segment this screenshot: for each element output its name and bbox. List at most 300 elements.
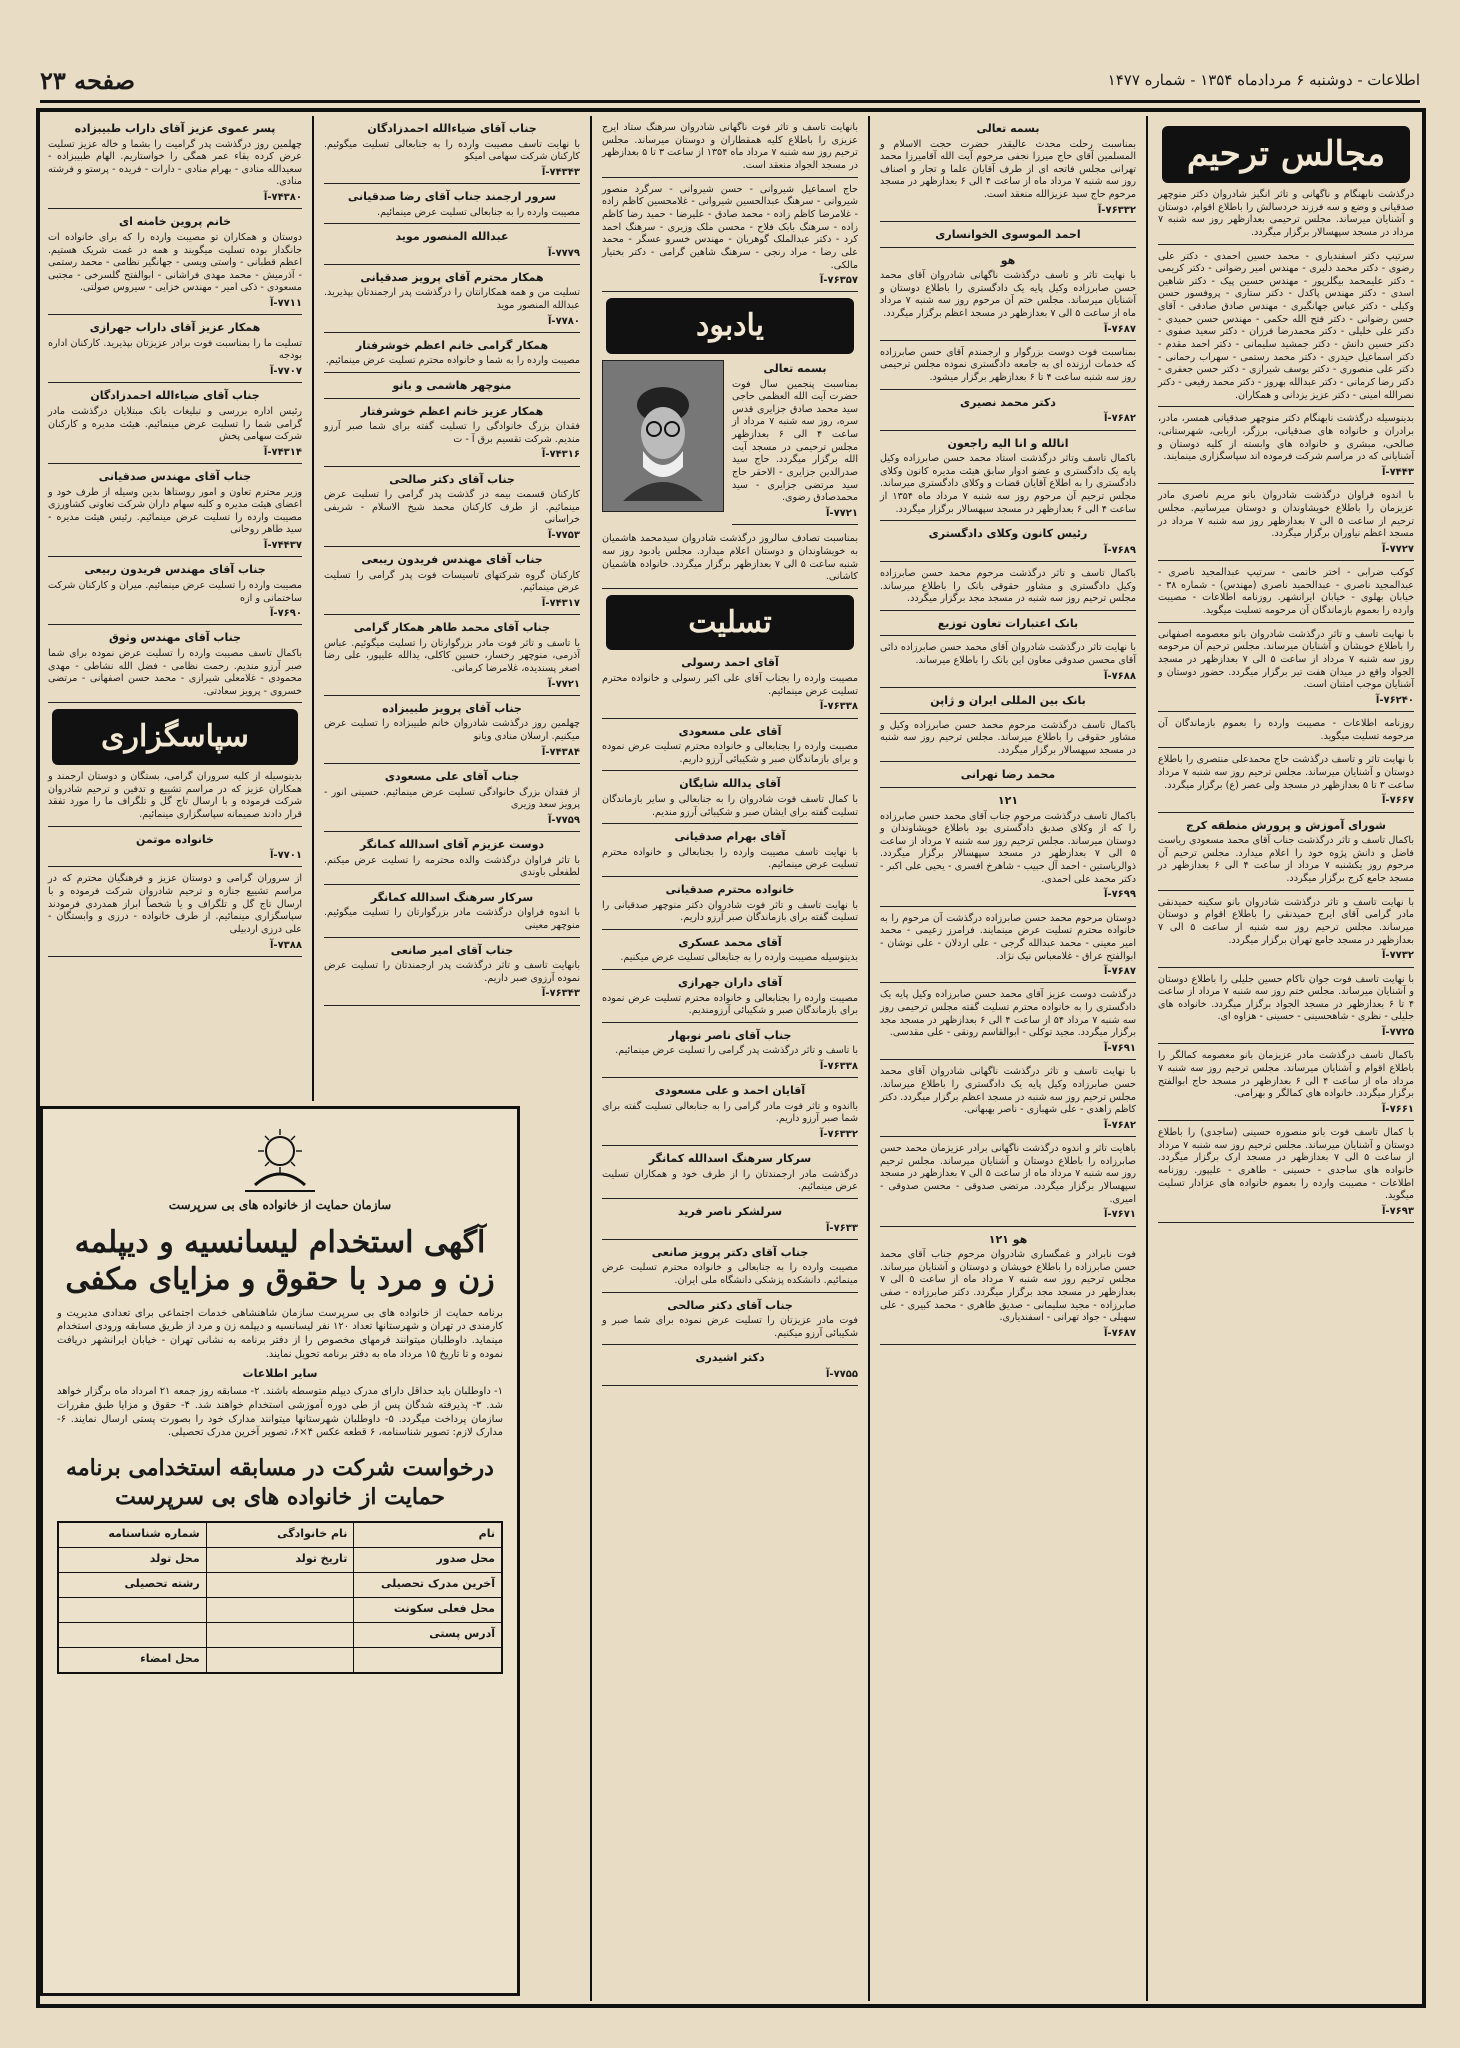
notice-title: منوچهر هاشمی و بانو	[392, 379, 512, 393]
notice-separator	[880, 389, 1136, 390]
notice-title: آقای احمد رسولی	[681, 656, 779, 670]
notice-body: با نهایت تاسف مصیبت وارده را بجنابعالی و خانواده محترم تسلیت عرض مینمائیم.	[602, 846, 858, 871]
notice-separator	[880, 610, 1136, 611]
notice-body: باکمال تاسف مصیبت وارده را تسلیت عرض نموده برای شما صبر آرزو مندیم. رحمت نظامی - فضل الله نشاطی - مهدی محمودی - غلامعلی شیرازی - محمد حسن اصفهانی - مرتضی خسروی - پرویز سعادتی.	[48, 647, 302, 697]
form-field[interactable]: محل امضاء	[140, 1652, 200, 1666]
notice-separator	[324, 466, 580, 467]
notice-title: جناب آقای محمد طاهر همکار گرامی	[353, 621, 551, 635]
notice	[880, 694, 1136, 714]
notice-body: با نهایت تاسف فوت جوان ناکام حسین جلیلی را باطلاع دوستان و آشنایان میرساند. مجلس ختم روز سه شنبه ۷ مرداد از ساعت ۴ تا ۶ بعدازظهر در مسجد الجواد برگزار میگردد. خانواده های جلیلی - نظری - شاهحسینی - حسینی - هزاوه ای.	[1158, 973, 1414, 1023]
notice	[602, 883, 858, 930]
notice-separator	[880, 340, 1136, 341]
notice-title: جناب آقای ضیاءالله احمدزادگان	[367, 122, 537, 135]
notice-title: سرکار سرهنگ اسدالله کمانگر	[648, 1152, 812, 1166]
notice-separator	[1158, 244, 1414, 245]
notice	[880, 122, 1136, 222]
notice-code: ۷۶۸۲-آ	[1104, 413, 1136, 425]
notice-separator	[602, 1022, 858, 1023]
notice-separator	[602, 770, 858, 771]
notice	[602, 184, 858, 293]
notice	[324, 379, 580, 399]
notice-body: از سروران گرامی و دوستان عزیز و فرهنگیان محترم که در مراسم تشییع جنازه و ترحیم شادروان شرکت فرموده و با ارسال تاج گل و تلگراف و یا شخصاً ابراز همدردی فرمودند سپاسگزاری مینمائیم. از طرف خانواده - درزی و وابستگان - علی درزی اردبیلی	[48, 873, 302, 936]
notice	[880, 989, 1136, 1060]
notice-code: ۷۶۷۱-آ	[1104, 1209, 1136, 1221]
notice	[1158, 718, 1414, 748]
notice-code: ۷۷۲۵-آ	[1382, 1027, 1414, 1039]
notice	[1158, 629, 1414, 712]
notice-body: کوکب ضرابی - اختر خانمی - سرتیپ عبدالمجید ناصری - عبدالمجید ناصری - عبدالحمید ناصری (مهندس) - شماره ۳۸ - خیابان بهلوی - خیابان ایرانشهر. روزنامه اطلاعات - مصیبت وارده را بعموم بازماندگان آن مرحومه تسلیت میگوید.	[1158, 567, 1414, 616]
notice-code: ۷۶۸۹-آ	[1104, 544, 1136, 556]
form-field[interactable]: شماره شناسنامه	[108, 1527, 200, 1541]
notice-body: بانهایت تاسف و تاثر فوت ناگهانی شادروان سرهنگ ستاد ایرج عزیزی را باطلاع کلیه همقطاران و دوستان میرساند. مجلس ترحیم روز سه شنبه ۷ مرداد ماه ۱۳۵۴ از ساعت ۳ تا ۵ بعدازظهر در مسجد الجواد منعقد است.	[602, 122, 858, 171]
notice-title: جناب آقای ضیاءالله احمدزادگان	[90, 389, 260, 403]
notice-title: آقای داران جهرازی	[678, 975, 782, 989]
notice	[324, 944, 580, 1006]
notice-body: مصیبت وارده را بجنابعالی و خانواده محترم تسلیت عرض نموده و برای بازماندگان صبر و شکیبائی آرزو داریم.	[602, 741, 858, 765]
notice-body: با اندوه فراوان درگذشت شادروان بانو مریم ناصری مادر عزیزمان را باطلاع خویشاوندان و دوستان میرسانیم. مجلس ترحیم از ساعت ۵ الی ۷ بعدازظهر روز سه شنبه ۷ مرداد در مسجد اعظم نیاوران برگزار میگردد.	[1158, 490, 1414, 540]
notice	[1158, 897, 1414, 968]
notice-separator	[1158, 622, 1414, 623]
notice-title: عبدالله المنصور موید	[395, 230, 509, 244]
notice-code: ۷۷۰۱-آ	[270, 850, 302, 862]
notice	[880, 254, 1136, 341]
notice	[880, 396, 1136, 431]
notice-title: بسمه تعالی	[763, 362, 827, 375]
notice-separator	[324, 695, 580, 696]
notice-code: ۷۴۳۱۶-آ	[541, 449, 580, 461]
notice-code: ۷۶۸۷-آ	[1104, 323, 1136, 335]
form-field[interactable]: محل تولد	[149, 1552, 200, 1566]
notice-title: جناب آقای امیر صانعی	[390, 943, 514, 957]
form-field[interactable]: تاریخ تولد	[206, 1548, 354, 1572]
notice-title: جناب آقای مهندس فریدون ربیعی	[84, 563, 266, 577]
masthead-line: اطلاعات - دوشنبه ۶ مردادماه ۱۳۵۴ - شماره ۱۴۷۷	[1107, 71, 1420, 89]
notice-code: ۷۴۳۸۰-آ	[263, 192, 302, 204]
notice-title: جناب آقای مهندس وثوق	[108, 631, 242, 645]
notice-separator	[602, 1077, 858, 1078]
notice-separator	[48, 314, 302, 315]
application-form[interactable]	[57, 1521, 503, 1674]
notice-separator	[48, 866, 302, 867]
notice-separator	[324, 884, 580, 885]
notice-title: هو	[1000, 253, 1016, 267]
column-3	[594, 116, 866, 2001]
notice-separator	[602, 177, 858, 178]
notice	[324, 405, 580, 467]
notice	[1158, 819, 1414, 891]
notice	[1158, 189, 1414, 245]
notice	[602, 1029, 858, 1078]
form-field[interactable]	[206, 1648, 354, 1672]
notice-title: هو ۱۲۱	[988, 1232, 1028, 1246]
portrait-photo	[602, 360, 724, 512]
notice	[880, 617, 1136, 637]
notice-body: دوستان مرحوم محمد حسن صابرزاده درگذشت آن مرحوم را به خانواده محترم تسلیت عرض مینمایند. فرامرز زعیمی - محمد امیر معینی - محمد عبدالله گرجی - علی اردلان - علی نوشان - ابوالفتح عراق - غلامعباس نیک نژاد.	[880, 912, 1136, 962]
ad-organization: سازمان حمایت از خانواده های بی سرپرست	[168, 1198, 392, 1212]
notice-body: بمناسبت پنجمین سال فوت حضرت آیت الله العظمی حاجی سید محمد صادق جزایری قدس سره، روز سه شنبه ۷ مرداد از ساعت ۴ الی ۶ بعدازظهر مجلس ترحیمی در مسجد آیت الله برگزار میگردد. حاج سید صدرالدین جزایری - الاحقر حاج سید مرتضی جزایری - سید محمدصادق رضوی.	[732, 378, 858, 504]
notice-title: همکار عزیز خانم اعظم خوشرفتار	[360, 404, 544, 418]
notice-code: ۷۷۷۹-آ	[548, 247, 580, 259]
notice	[48, 122, 302, 209]
notice-code: ۷۶۲۴۰-آ	[1375, 694, 1414, 706]
notice-separator	[602, 929, 858, 930]
notice-separator	[880, 982, 1136, 983]
page-header	[40, 60, 1420, 103]
notice-code: ۷۷۰۷-آ	[270, 366, 302, 378]
notice-body: درگذشت دوست عزیز آقای محمد حسن صابرزاده وکیل پایه یک دادگستری را به خانواده محترم تسلیت گفته مجلس ترحیمی روز سه شنبه ۷ مرداد ۵۴ از ساعت ۴ الی ۶ بعدازظهر در مسجد مجد برگزار میگردد. مجید توکلی - ابوالقاسم رونقی - علی مقدسی.	[880, 989, 1136, 1039]
notice-title: سرور ارجمند جناب آقای رضا صدقیانی	[347, 190, 557, 204]
notice	[602, 1084, 858, 1146]
notice-body: با نهایت تاثر و تاسف درگذشت ناگهانی شادروان آقای محمد حسن صابرزاده وکیل پایه یک دادگستری را باطلاع دوستان و آشنایان میرساند. مجلس ختم آن مرحوم روز سه شنبه ۷ مرداد ماه از ساعت ۵ الی ۷ بعدازظهر در مسجد اعظم برگزار میگردد.	[880, 270, 1136, 319]
notice-code: ۷۴۳۱۴-آ	[263, 446, 302, 458]
notice-separator	[1158, 711, 1414, 712]
notice-separator	[324, 264, 580, 265]
notice-body: حاج اسماعیل شیروانی - حسن شیروانی - سرگرد منصور شیروانی - سرهنگ عبدالحسین شیروانی - غلامحسین کاظم زاده - غلامرضا کاظم زاده - محمد صادق - علیرضا - حمید رضا کاظم زاده - سرهنگ بابک فلاح - محسن ملک وزیری - سرهنگ احمد کرد - دکتر عبدالملک گوهریان - مهندس خسرو عسگر - محمد علی رضا - مراد رنجی - سرهنگ شاهین گرامی - دکتر بختیار مالکی.	[602, 183, 858, 271]
notice	[324, 473, 580, 548]
notice-body: بدینوسیله درگذشت نابهنگام دکتر منوچهر صدقیانی همسر، مادر، برادران و خانواده های صدقیانی، برزگر، اربابی، شهرستانی، صالحی، مبشری و خانواده های وابسته از کلیه دوستان و آشنایانی که در مراسم شرکت فرموده اند سپاسگزاری مینمایند.	[1158, 413, 1414, 463]
notice	[324, 838, 580, 885]
notice-body: باکمال تاسف درگذشت مرحوم جناب آقای محمد حسن صابرزاده را که از وکلای صدیق دادگستری بود باطلاع خویشاوندان و دوستان میرساند. مجلس ترحیم روز سه شنبه ۷ مرداد از ساعت ۵ الی ۷ بعدازظهر در مسجد سپهسالار برگزار میگردد. ذوالریاستین - احمد آل حبیب - شاهرخ افسری - یحیی علی اکبر - دکتر محمد علی احمدی.	[880, 810, 1136, 885]
notice	[602, 777, 858, 824]
notice-code: ۷۶۸۲-آ	[1104, 1119, 1136, 1131]
notice-body: مصیبت وارده را بجنابعالی و خانواده محترم تسلیت عرض نموده برای بازماندگان صبر و شکیبائی آرزومندیم.	[602, 992, 858, 1017]
notice-body: سرتیپ دکتر اسفندیاری - محمد حسین احمدی - دکتر علی رضوی - دکتر محمد دلیری - مهندس امیر رضوانی - دکتر کریمی - دکتر علیمحمد بیگلرپور - مهندس حسین پیک - دکتر شاهین اسدی - دکتر مهندس پاکدل - دکتر ستاری - پروفسور حسن وکیلی - دکتر عباس جهانگیری - مهندس صادق صادقی - آقای حسن رضوانی - دکتر فتح الله حکمی - مهندس حسن حمیدی - دکتر علی خلیلی - دکتر محمدرضا فرزان - دکتر سعید صفوی - دکتر حسین دانش - دکتر جمشید سلیمانی - دکتر احمد مقدم - دکتر اسماعیل حیدری - دکتر محمد رستمی - سهراب رحمانی - دکتر علی منصوری - دکتر یوسف شیرازی - دکتر حسن جعفری - دکتر رضا کرمانی - دکتر عبدالله بهروز - دکتر محمد رفیعی - دکتر نصرالله امینی - دکتر عزیز یزدانی و همکاران.	[1158, 250, 1414, 401]
notice-body: کارکنان گروه شرکتهای تاسیسات فوت پدر گرامی را تسلیت عرض مینمائیم.	[324, 569, 580, 594]
notice-code: ۷۶۳۳۲-آ	[819, 1129, 858, 1140]
form-row	[59, 1598, 501, 1623]
notice-body: مصیبت وارده را بجناب آقای علی اکبر رسولی و خانواده محترم تسلیت عرض مینمائیم.	[602, 673, 858, 697]
form-row	[59, 1623, 501, 1648]
notice-separator	[48, 826, 302, 827]
notice-body: باکمال تاسف و تاثر درگذشت جناب آقای محمد مسعودی ریاست فاضل و دانش پژوه خود را اعلام میدارد. مجلس ترحیم آن مرحوم روز یکشنبه ۷ مرداد از ساعت ۴ الی ۶ بعدازظهر در مسجد جامع کرج برگزار میگردد.	[1158, 835, 1414, 885]
lion-sun-emblem-icon	[57, 1123, 503, 1193]
notice-separator	[324, 937, 580, 938]
notice-code: ۷۶۶۷-آ	[1382, 795, 1414, 807]
notice-body: با نهایت تاسف و تاثر فوت شادروان دکتر منوچهر صدقیانی را تسلیت گفته برای بازماندگان صبر آرزو داریم.	[602, 899, 858, 924]
form-field[interactable]: آدرس پستی	[353, 1623, 501, 1647]
form-field[interactable]	[206, 1623, 354, 1647]
notice-title: جناب آقای دکتر صالحی	[389, 472, 515, 486]
notice-code: ۷۶۸۷-آ	[1104, 966, 1136, 978]
notice-title: بانک بین المللی ایران و ژاپن	[930, 693, 1086, 707]
notice	[1158, 1050, 1414, 1121]
notice-separator	[324, 398, 580, 399]
notice-separator	[880, 520, 1136, 521]
notice	[880, 642, 1136, 688]
notice-body: چهلمین روز درگذشت شادروان خانم طبیبزاده را تسلیت عرض میکنیم. ارسلان منادی ویانو	[324, 718, 580, 743]
form-field[interactable]	[206, 1573, 354, 1597]
notice-title: جناب آقای مهندس صدقیانی	[98, 470, 252, 483]
notice-separator	[324, 372, 580, 373]
notice-title: خانواده محترم صدقیانی	[665, 882, 795, 896]
notice-separator	[880, 713, 1136, 714]
notice	[1158, 413, 1414, 484]
notice-title: پسر عموی عزیز آقای داراب طبیبزاده	[74, 122, 276, 135]
notice	[48, 771, 302, 827]
notice-separator	[1158, 483, 1414, 484]
notice-body: چهلمین روز درگذشت پدر گرامیت را بشما و خاله عزیز تسلیت عرض کرده بقاء عمر همگی را خواستاریم. الهام طبیبزاده - سعیدالله منادی - بهرام منادی - دارات - فریده - پرستو و فرشته منادی.	[48, 138, 302, 188]
notice-body: بمناسبت تصادف سالروز درگذشت شادروان سیدمحمد هاشمیان به خویشاوندان و دوستان اعلام میدارد. مجلس یادبود روز سه شنبه ساعت ۵ الی ۷ بعدازظهر برگزار میگردد. خانواده هاشمیان کاشانی.	[602, 533, 858, 583]
notice-separator	[602, 969, 858, 970]
notice-code: ۷۶۹۳-آ	[1382, 1206, 1414, 1218]
form-row	[59, 1573, 501, 1598]
notice-body: باکمال تاسف و تاثر درگذشت مرحوم محمد حسن صابرزاده وکیل دادگستری و مشاور حقوقی بانک را باطلاع میرساند. مجلس ترحیم روز سه شنبه در مسجد مجد برگزار میگردد.	[880, 568, 1136, 605]
notice-separator	[880, 1059, 1136, 1060]
notice-body: بدینوسیله از کلیه سروران گرامی، بستگان و دوستان ارجمند و همکاران عزیز که در مراسم تشییع و تدفین و ترحیم شادروان شرکت فرموده و با ارسال تاج گل و تلگراف ما را مورد تفقد قرار دادند صمیمانه سپاسگزاری مینمائیم.	[48, 771, 302, 821]
notice-title: آقای محمد عسکری	[678, 935, 782, 949]
notice-separator	[602, 823, 858, 824]
notice	[48, 470, 302, 557]
notice-body: فوت نابرادر و غمگساری شادروان مرحوم جناب آقای محمد حسن صابرزاده را باطلاع خویشان و دوستان و آشنایان میرساند. مجلس ترحیم روز سه شنبه ۷ مرداد ماه از ساعت ۵ الی ۷ بعدازظهر در مسجد مجد برگزار میگردد. دکتر صابرزاده - صفی صابرزاده - مجید سلیمانی - صدیق طاهری - محمد کبیری - علی سهیلی - جواد تهرانی - اسفندیاری.	[880, 1249, 1137, 1324]
notice	[880, 1066, 1136, 1137]
notice-code: ۷۴۴۳-آ	[1382, 467, 1414, 478]
notice	[324, 271, 580, 333]
notice-separator	[880, 1344, 1136, 1345]
notice	[324, 770, 580, 832]
notice-title: بسمه تعالی	[976, 122, 1040, 135]
notice-title: ۱۲۱	[997, 793, 1019, 807]
majales-banner: مجالس ترحیم	[1162, 126, 1410, 183]
notice-separator	[324, 763, 580, 764]
notice	[880, 768, 1136, 788]
notice-body: فوت مادر عزیزتان را تسلیت عرض نموده برای شما صبر و شکیبائی آرزو میکنیم.	[602, 1315, 858, 1339]
notice	[602, 1351, 858, 1386]
notice	[880, 228, 1136, 248]
notice-separator	[324, 223, 580, 224]
notice-body: مصیبت وارده را به شما و خانواده محترم تسلیت عرض مینمائیم.	[325, 355, 580, 367]
notice	[602, 1246, 858, 1293]
notice-body: با کمال تاسف فوت شادروان را به جنابعالی و سایر بازماندگان تسلیت گفته برای ایشان صبر و شکیبائی آرزو مندیم.	[602, 793, 858, 818]
notice-separator	[1158, 406, 1414, 407]
notice	[324, 190, 580, 224]
form-field[interactable]: محل صدور	[353, 1548, 501, 1572]
notice-separator	[1158, 812, 1414, 813]
ad-body: ۱- داوطلبان باید حداقل دارای مدرک دیپلم متوسطه باشند. ۲- مسابقه روز جمعه ۲۱ امرداد ماه برگزار خواهد شد. ۳- پذیرفته شدگان پس از طی دوره آموزشی استخدام خواهند شد. ۴- حقوق و مزایا طبق مقررات سازمان پرداخت میگردد. ۵- داوطلبان شهرستانها میتوانند مدارک خود را بصورت پستی ارسال نمایند. ۶- مدارک لازم: تصویر شناسنامه، ۶ قطعه عکس ۴×۶، تصویر آخرین مدرک تحصیلی.	[57, 1385, 504, 1439]
notice-separator	[602, 291, 858, 292]
notice-body: بدینوسیله مصیبت وارده را به جنابعالی تسلیت عرض میکنیم.	[620, 952, 858, 964]
notice-title: خانم پروین خامنه ای	[118, 215, 232, 229]
notice-code: ۷۴۴۳۷-آ	[263, 540, 302, 552]
notice-separator	[880, 761, 1136, 762]
notice-code: ۷۴۳۱۷-آ	[541, 598, 580, 610]
notice-separator	[1158, 967, 1414, 968]
form-row	[59, 1523, 501, 1548]
notice	[880, 527, 1136, 562]
notice	[732, 362, 858, 525]
column-divider	[590, 116, 592, 2001]
form-field[interactable]	[59, 1598, 206, 1622]
notice-body: مصیبت وارده را تسلیت عرض مینمائیم. میران و کارکنان شرکت ساختمانی و ازه	[48, 579, 302, 604]
ad-headline: آگهی استخدام لیسانسیه و دیپلمه زن و مرد با حقوق و مزایای مکفی	[65, 1224, 495, 1298]
notice-title: جناب آقای مهندس فریدون ریبعی	[361, 553, 543, 567]
form-field[interactable]	[59, 1623, 206, 1647]
notice-code: ۷۶۳۴۳-آ	[541, 988, 580, 1000]
notice-body: درگذشت نابهنگام و ناگهانی و تاثر انگیز شادروان دکتر منوچهر صدقیانی و وضع و سه فرزند خردسالش را باطلاع اقوام، دوستان و آشنایان میرساند. مجلس ترحیمی بعدازظهر روز سه شنبه ۷ مرداد در مسجد سپهسالار برگزار میگردد.	[1158, 188, 1414, 238]
notice-separator	[1158, 1120, 1414, 1121]
notice-body: از فقدان بزرگ خانوادگی تسلیت عرض مینمائیم. حسینی انور - پرویز سعد وزیری	[324, 786, 580, 811]
notice-code: ۷۶۹۹-آ	[1104, 889, 1136, 901]
notice-body: مصیبت وارده را به جنابعالی تسلیت عرض مینمائیم.	[377, 206, 580, 218]
notice-title: دکتر محمد نصیری	[960, 395, 1056, 409]
notice-separator	[602, 718, 858, 719]
notice-body: وزیر محترم تعاون و امور روستاها بدین وسیله از طرف خود و اعضای هیئت مدیره و کلیه سهام داران شرکت تعاونی کشاورزی مصیبت وارده را تسلیت عرض مینمائیم. رئیس هیئت مدیره - سید طاهر روحانی	[48, 486, 302, 536]
notice	[602, 656, 858, 718]
notice-separator	[602, 1344, 858, 1345]
notice-separator	[880, 1226, 1136, 1227]
notice-title: جناب آقای پرویز طبیبزاده	[382, 701, 522, 715]
notice-separator	[602, 1385, 858, 1386]
notice	[880, 437, 1136, 522]
notice-title: سرلشکر ناصر فرید	[677, 1205, 783, 1219]
notice-body: با نهایت تاسف و تاثر درگذشت شادروان بانو سکینه حمیدنقی مادر گرامی آقای ایرج حمیدنقی را باطلاع اقوام و دوستان میرساند. مجلس ترحیم روز سه شنبه از ساعت ۵ الی ۷ بعدازظهر در مسجد جامع تهران برگزار میگردد.	[1158, 896, 1414, 946]
notice-separator	[324, 546, 580, 547]
yadbood-notice	[602, 360, 858, 531]
notice-title: همکار محترم آقای پرویز صدقیانی	[360, 270, 544, 284]
notice-title: آقای بهرام صدقیانی	[674, 830, 786, 844]
notice-body: با نهایت تاسف و تاثر درگذشت ناگهانی شادروان آقای محمد حسن صابرزاده وکیل پایه یک دادگستری را باطلاع میرساند. مجلس ترحیم روز سه شنبه در مسجد اعظم برگزار میگردد. دکتر کاظم زاهدی - علی شهبازی - ناصر بهبهانی.	[880, 1066, 1136, 1116]
notice-body: تسلیت من و همه همکارانتان را درگذشت پدر ارجمندتان بپذیرید. عبدالله المنصور موید	[324, 287, 580, 312]
notice-code: ۷۴۳۴۳-آ	[541, 166, 580, 178]
notice-body: با تاثر فراوان درگذشت والده محترمه را تسلیت عرض میکنم. لطفعلی باوندی	[324, 854, 580, 879]
notice	[880, 568, 1136, 611]
notice-code: ۷۷۵۵-آ	[826, 1368, 858, 1380]
notice-separator	[324, 1005, 580, 1006]
notice-body: دوستان و همکاران تو مصیبت وارده را که برای خانواده ات جانگداز بوده تسلیت میگویند و همه در غمت شریک هستیم. اعظم قطبانی - واستی ویسی - جهانگیر نظامی - محمد رستمی - آذرمیش - محمد مهدی فراشانی - ابوالفتح گلسرخی - مجتبی مسعودی - ذکی امیر - مهندس خزایی - سیروس صولتی.	[48, 231, 302, 294]
notice-separator	[602, 1145, 858, 1146]
column-divider	[868, 116, 870, 2001]
notice-separator	[602, 876, 858, 877]
notice-title: همکار عزیز آقای داراب جهرازی	[89, 321, 261, 335]
notice	[602, 1205, 858, 1240]
notice-separator	[732, 524, 858, 525]
notice-separator	[1158, 890, 1414, 891]
notice-body: کارکنان قسمت بیمه در گذشت پدر گرامی را تسلیت عرض مینمائیم. از طرف کارکنان محمد شیخ الاسلام - شریفی خراسانی	[324, 489, 580, 526]
notice-code: ۷۶۶۱-آ	[1382, 1103, 1414, 1115]
notice	[880, 720, 1136, 763]
notice-code: ۷۶۳۵۷-آ	[819, 275, 858, 287]
notice-title: انالله و انا الیه راجعون	[947, 436, 1069, 450]
notice-body: بمناسبت رحلت محدث عالیقدر حضرت حجت الاسلام و المسلمین آقای حاج میرزا نجفی مرحوم آیت الله آقامیرزا محمد تهرانی مجلس فاتحه ای از طرف آقایان علما و تجار و اصناف روز سه شنبه ۷ مرداد ماه از ساعت ۴ الی ۶ بعدازظهر در مسجد مرحوم حاج سید عزیزالله منعقد است.	[880, 138, 1137, 201]
notice-title: آقای یدالله شایگان	[679, 777, 781, 791]
form-row	[59, 1648, 501, 1672]
notice-title: محمد رضا تهرانی	[960, 768, 1056, 782]
form-field[interactable]: نام	[353, 1523, 501, 1547]
notice	[324, 230, 580, 265]
notice-code: ۷۶۳۳-آ	[826, 1222, 858, 1234]
notice-separator	[880, 906, 1136, 907]
notice-title: بانک اعتبارات تعاون توزیع	[937, 616, 1079, 630]
notice-code: ۷۴۳۸۴-آ	[541, 746, 580, 758]
notice-body: باهایت تاثر و اندوه درگذشت ناگهانی برادر عزیزمان محمد حسن صابرزاده را باطلاع دوستان و آشنایان میرساند. مجلس ترحیم روز سه شنبه ۷ مرداد ماه از ساعت ۵ الی ۷ بعدازظهر در مسجد سپهسالار برگزار میگردد. مرتضی صدوقی - محسن صدوقی - امیری.	[880, 1143, 1137, 1205]
notice	[602, 1299, 858, 1346]
notice-code: ۷۶۹۰-آ	[270, 608, 302, 620]
notice	[48, 563, 302, 625]
notice-title: دوست عزیزم آقای اسدالله کمانگر	[359, 838, 545, 851]
notice-title: خانواده موتمن	[136, 832, 214, 846]
notice-code: ۷۷۲۱-آ	[548, 678, 580, 690]
notice-body: باکمال تاسف درگذشت مرحوم محمد حسن صابرزاده وکیل و مشاور حقوقی را باطلاع میرساند. مجلس ترحیم روز سه شنبه در مسجد سپهسالار برگزار میگردد.	[880, 719, 1136, 756]
sepasgozari-banner: سپاسگزاری	[52, 709, 298, 765]
notice-body: باکمال تاسف درگذشت مادر عزیزمان بانو معصومه کمالگر را باطلاع اقوام و آشنایان میرساند. مجلس ترحیم روز سه شنبه ۷ مرداد ماه از ساعت ۴ الی ۶ بعدازظهر در مسجد حاج ابوالفتح برگزار میگردد. خانواده های کمالگر و بهرامی.	[1158, 1050, 1414, 1100]
form-row	[59, 1548, 501, 1573]
notice	[324, 122, 580, 184]
notice-body: با نهایت تاسف و تاثر درگذشت شادروان بانو معصومه اصفهانی را باطلاع خویشان و آشنایان میرساند. مجلس ترحیم آن مرحومه روز سه شنبه ۷ مرداد از ساعت ۵ الی ۷ بعدازظهر در مسجد الجواد واقع در میدان هفت تیر برگزار میگردد. حضور دوستان و آشنایان موجب امتنان است.	[1158, 628, 1415, 691]
notice	[880, 1233, 1136, 1346]
notice-separator	[48, 463, 302, 464]
form-field[interactable]: رشته تحصیلی	[124, 1577, 200, 1591]
notice-title: آقای علی مسعودی	[678, 724, 782, 738]
form-field[interactable]	[353, 1648, 501, 1672]
notice-code: ۷۶۳۳۸-آ	[819, 1060, 858, 1072]
notice-separator	[880, 787, 1136, 788]
notice-code: ۷۳۸۸-آ	[270, 939, 302, 951]
page-number: صفحه ۲۳	[40, 65, 136, 95]
notice	[1158, 567, 1414, 623]
notice-body: درگذشت مادر ارجمندتان را از طرف خود و همکاران تسلیت عرض مینمائیم.	[602, 1168, 858, 1193]
notice-title: شورای آموزش و پرورش منطقه کرج	[1186, 818, 1386, 832]
notice-body: با اندوه فراوان درگذشت مادر بزرگوارتان را تسلیت میگوئیم. منوچهر معینی	[324, 907, 580, 931]
notice-separator	[1158, 747, 1414, 748]
notice-body: با تاسف و تاثر فوت مادر بزرگوارتان را تسلیت میگوئیم. عباس آذرمی، منوچهر رخسار، حسین کاکلی، یدالله علیپور، علی رضا اصغر پسندیده، غلامرضا کرمانی.	[324, 637, 580, 675]
column-divider	[1146, 116, 1148, 2001]
notice-body: مصیبت وارده را به جنابعالی و خانواده محترم تسلیت عرض مینمائیم. دانشکده پزشکی دانشگاه ملی ایران.	[602, 1262, 858, 1286]
notice	[324, 702, 580, 764]
notice-separator	[324, 183, 580, 184]
notice-body: با تاسف و تاثر درگذشت پدر گرامی را تسلیت عرض مینمائیم.	[615, 1045, 858, 1057]
notice-separator	[602, 1239, 858, 1240]
notice-separator	[1158, 1043, 1414, 1044]
notice	[324, 621, 580, 696]
notice-separator	[602, 1198, 858, 1199]
notice	[48, 389, 302, 464]
notice-title: سرکار سرهنگ اسدالله کمانگر	[370, 890, 534, 904]
notice-body: بمناسبت فوت دوست بزرگوار و ارجمندم آقای حسن صابرزاده که خدمات ارزنده ای به جامعه دادگستری نموده مجلس ترحیمی روز سه شنبه ساعت ۴ تا ۶ بعدازظهر برگزار میشود.	[880, 346, 1136, 384]
form-field[interactable]: آخرین مدرک تحصیلی	[353, 1573, 501, 1597]
notice-code: ۷۶۳۳۸-آ	[819, 701, 858, 713]
notice	[324, 339, 580, 373]
notice	[880, 913, 1136, 984]
notice-separator	[880, 687, 1136, 688]
notice-body: رئیس اداره بررسی و تبلیغات بانک مبتلایان درگذشت مادر گرامی شما را تسلیت عرض مینمائیم. هیئت مدیره و کارکنان شرکت سهامی پخش	[48, 405, 302, 443]
notice	[324, 553, 580, 615]
notice	[1158, 754, 1414, 812]
form-field[interactable]: نام خانوادگی	[206, 1523, 354, 1547]
notice	[880, 794, 1136, 907]
notice-code: ۷۷۱۱-آ	[270, 298, 302, 310]
notice	[1158, 1127, 1414, 1223]
notice	[602, 533, 858, 589]
notice-title: جناب آقای علی مسعودی	[384, 769, 520, 783]
tasliat-banner: تسلیت	[606, 595, 854, 651]
notice	[602, 830, 858, 877]
notice-body: روزنامه اطلاعات - مصیبت وارده را بعموم بازماندگان آن مرحومه تسلیت میگوید.	[1158, 718, 1414, 742]
notice-separator	[1158, 560, 1414, 561]
notice-body: با نهایت تاثر درگذشت شادروان آقای محمد حسن صابرزاده دائی آقای محسن صدوقی معاون این بانک را باطلاع میرساند.	[880, 642, 1136, 667]
notice-separator	[48, 556, 302, 557]
ad-cta: درخواست شرکت در مسابقه استخدامی برنامه حمایت از خانواده های بی سرپرست	[66, 1455, 494, 1510]
notice-separator	[602, 588, 858, 589]
notice-body: فقدان بزرگ خانوادگی را تسلیت گفته برای شما صبر آرزو مندیم. شرکت تقسیم برق آ - ت	[324, 421, 580, 445]
employment-ad	[40, 1106, 520, 1996]
notice-separator	[48, 382, 302, 383]
form-field[interactable]	[206, 1598, 354, 1622]
notice-separator	[48, 702, 302, 703]
notice-body: با نهایت تاثر و تاسف درگذشت حاج محمدعلی منتصری را باطلاع دوستان و آشنایان میرساند. مجلس ترحیم روز سه شنبه ۷ مرداد ساعت ۳ تا ۵ بعدازظهر در مسجد ولی عصر (ع) برگزار میگردد.	[1158, 754, 1414, 791]
notice-title: آقایان احمد و علی مسعودی	[654, 1084, 806, 1098]
notice-code: ۷۶۳۳۲-آ	[1097, 204, 1136, 216]
notice-separator	[880, 1136, 1136, 1137]
form-field[interactable]: محل فعلی سکونت	[353, 1598, 501, 1622]
